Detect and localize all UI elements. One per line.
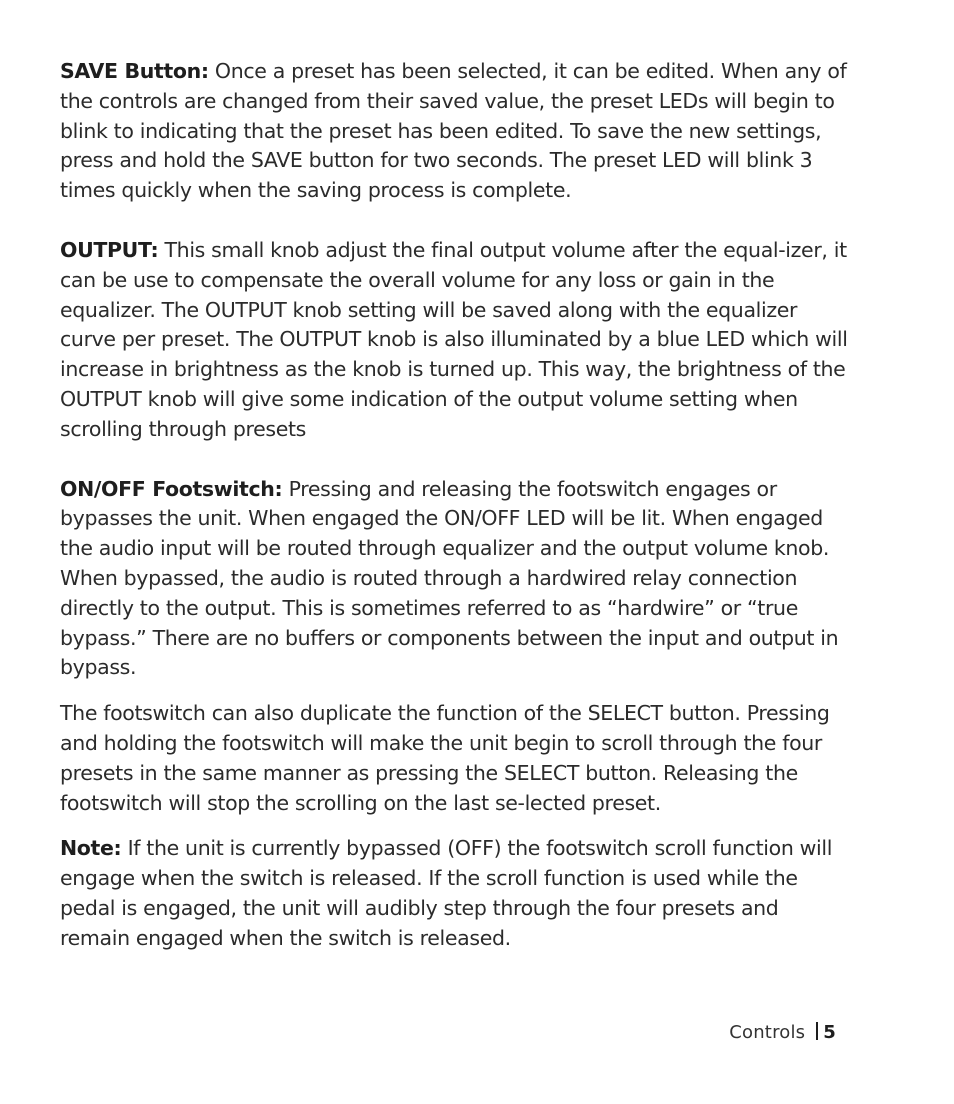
note-heading: Note: bbox=[60, 836, 122, 861]
footer-separator bbox=[816, 1022, 818, 1040]
page-body bbox=[60, 57, 850, 954]
footswitch-text: Pressing and releasing the footswitch engages or bypasses the unit. When engaged the ON/OFF LED will be lit. When engaged the audio input will be routed through equalizer and the output volume knob. When bypassed, the audio is routed through a hardwired relay connection directly to the output. This is sometimes referred to as “hardwire” or “true bypass.” There are no buffers or components between the input and output in bypass. bbox=[60, 476, 839, 680]
output-heading: OUTPUT: bbox=[60, 237, 159, 262]
save-button-heading: SAVE Button: bbox=[60, 59, 209, 83]
footswitch-select-text: The footswitch can also duplicate the function of the SELECT button. Pressing and holding the footswitch will make the unit begin to scroll through the four presets in the same manner as pressing the SELECT button. Releasing the footswitch will stop the scrolling on the last se-lected preset. bbox=[60, 701, 830, 815]
footer-section-name: Controls bbox=[729, 1022, 806, 1043]
output-paragraph bbox=[60, 236, 850, 445]
note-paragraph bbox=[60, 834, 850, 953]
save-button-paragraph bbox=[60, 57, 850, 206]
footswitch-paragraph bbox=[60, 475, 850, 684]
save-button-text: Once a preset has been selected, it can be edited. When any of the controls are changed from their saved value, the preset LEDs will begin to blink to indicating that the preset has been edited. To save the new settings, press and hold the SAVE button for two seconds. The preset LED will blink 3 times quickly when the saving process is complete. bbox=[60, 59, 847, 203]
output-text: This small knob adjust the final output volume after the equal-izer, it can be use to compensate the overall volume for any loss or gain in the equalizer. The OUTPUT knob setting will be saved along with the equalizer curve per preset. The OUTPUT knob is also illuminated by a blue LED which will increase in brightness as the knob is turned up. This way, the brightness of the OUTPUT knob will give some indication of the output volume setting when scrolling through presets bbox=[60, 237, 848, 441]
note-text: If the unit is currently bypassed (OFF) the footswitch scroll function will engage when the switch is released. If the scroll function is used while the pedal is engaged, the unit will audibly step through the four presets and remain engaged when the switch is released. bbox=[60, 836, 833, 950]
page-number: 5 bbox=[823, 1022, 836, 1043]
footswitch-select-paragraph bbox=[60, 699, 850, 818]
page-footer bbox=[729, 1022, 836, 1043]
footswitch-heading: ON/OFF Footswitch: bbox=[60, 476, 283, 501]
